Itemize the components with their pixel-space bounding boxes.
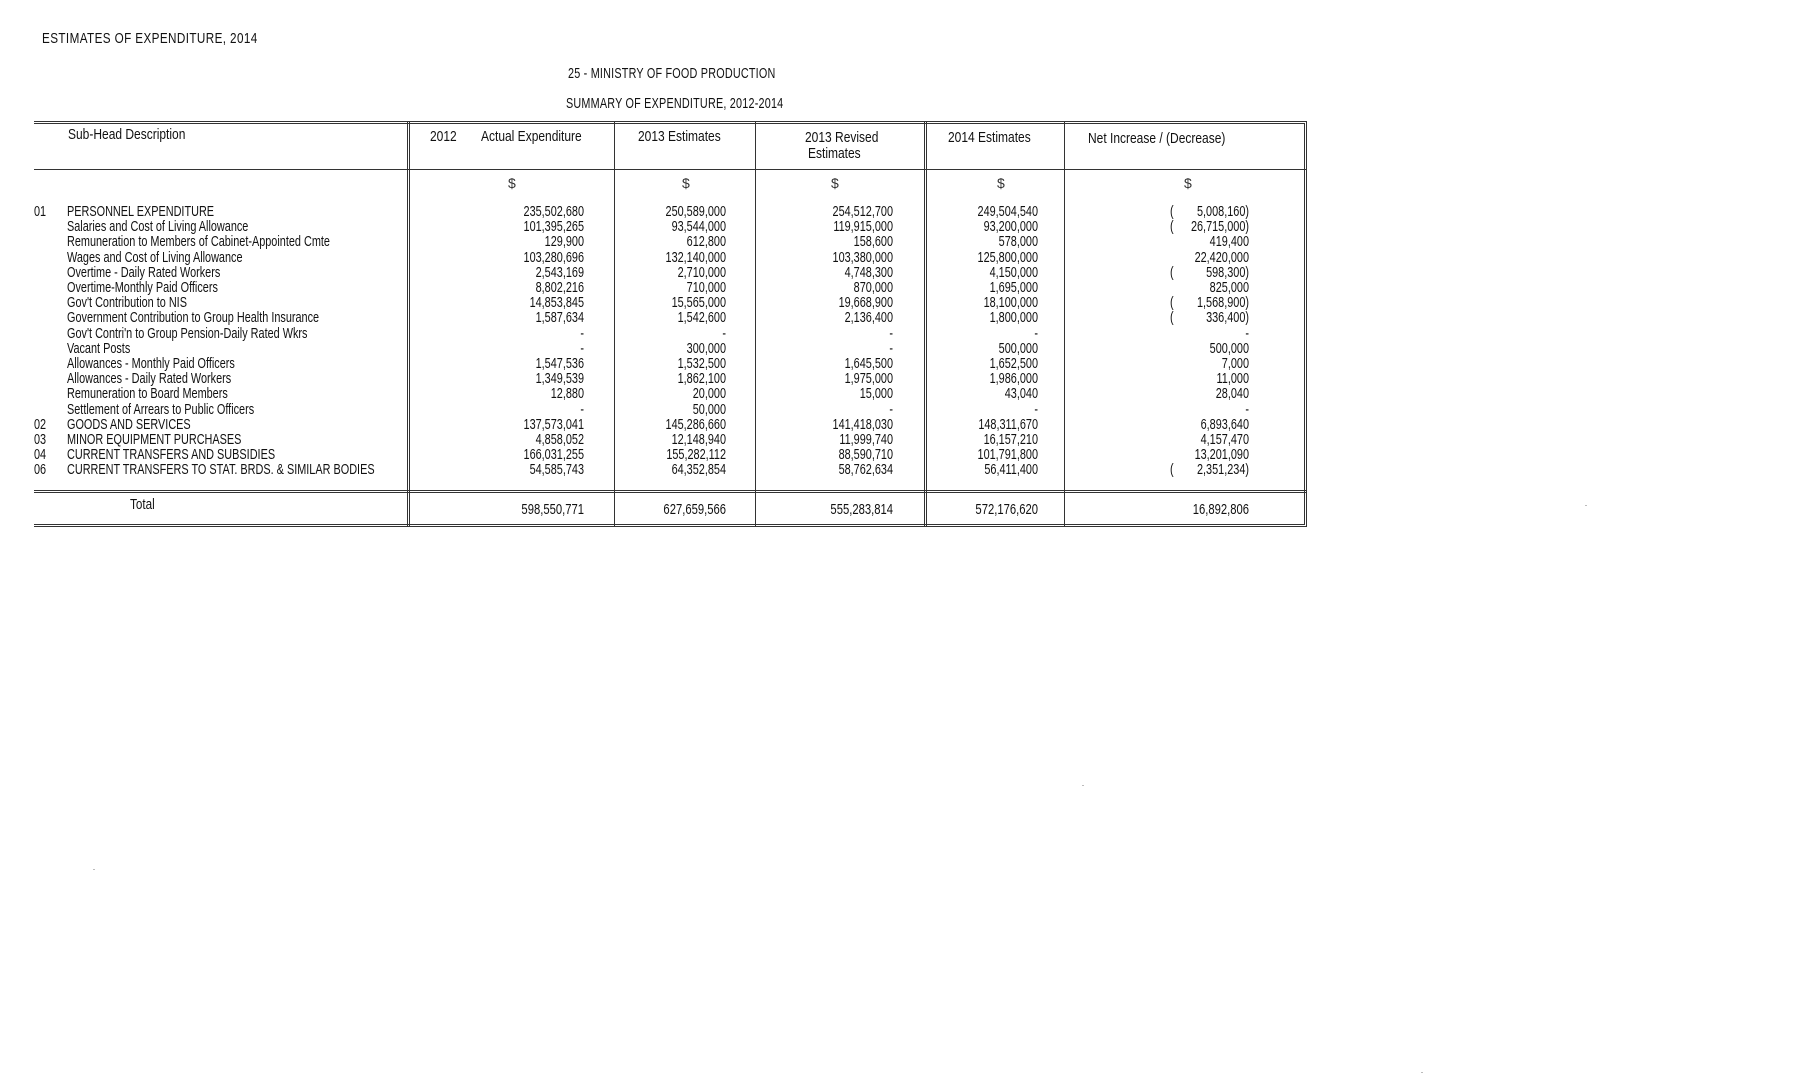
- summary-title: SUMMARY OF EXPENDITURE, 2012-2014: [566, 95, 784, 112]
- currency-label: $: [508, 175, 516, 191]
- table-row: [0, 281, 1795, 296]
- table-row: [0, 235, 1795, 250]
- row-net: 825,000: [1209, 280, 1249, 296]
- row-revised-2013: 15,000: [859, 386, 893, 403]
- table-row: [0, 311, 1795, 326]
- row-actual: -: [580, 401, 584, 418]
- row-actual: 54,585,743: [529, 462, 584, 479]
- row-estimates-2013: 250,589,000: [665, 204, 726, 220]
- row-net: 1,568,900): [1196, 295, 1249, 312]
- document-header: ESTIMATES OF EXPENDITURE, 2014: [42, 30, 258, 47]
- table-row: [0, 220, 1795, 235]
- row-net: 11,000: [1216, 371, 1249, 388]
- row-net: 22,420,000: [1194, 249, 1249, 266]
- negative-paren: (: [1170, 295, 1174, 312]
- row-code: 01: [34, 204, 47, 220]
- negative-paren: (: [1170, 310, 1174, 327]
- row-description: GOODS AND SERVICES: [67, 416, 191, 433]
- currency-label: $: [831, 175, 839, 191]
- column-header-description: Sub-Head Description: [68, 126, 186, 143]
- row-revised-2013: 870,000: [853, 280, 893, 296]
- table-row: [0, 251, 1795, 266]
- row-estimates-2014: 148,311,670: [978, 416, 1038, 433]
- row-estimates-2014: 43,040: [1004, 386, 1038, 403]
- row-revised-2013: 141,418,030: [832, 416, 893, 433]
- row-description: Remuneration to Board Members: [67, 386, 228, 403]
- row-actual: 166,031,255: [523, 447, 584, 464]
- table-row: [0, 296, 1795, 311]
- row-revised-2013: 103,380,000: [832, 249, 893, 266]
- row-net: 4,157,470: [1200, 432, 1249, 448]
- row-description: Gov't Contri'n to Group Pension-Daily Rated Wkrs: [67, 325, 308, 342]
- row-revised-2013: 11,999,740: [839, 432, 893, 448]
- row-description: Allowances - Daily Rated Workers: [67, 371, 232, 388]
- currency-label: $: [997, 175, 1005, 191]
- total-net: 16,892,806: [1192, 501, 1249, 518]
- row-revised-2013: 254,512,700: [832, 204, 893, 220]
- row-description: Gov't Contribution to NIS: [67, 295, 187, 312]
- table-row: [0, 372, 1795, 387]
- row-revised-2013: 1,645,500: [844, 356, 893, 372]
- row-estimates-2014: 1,800,000: [989, 310, 1038, 327]
- row-estimates-2014: -: [1034, 401, 1038, 418]
- row-estimates-2013: 132,140,000: [665, 249, 726, 266]
- row-estimates-2013: 93,544,000: [671, 219, 726, 236]
- column-header-estimates-2013: 2013 Estimates: [638, 128, 721, 145]
- row-estimates-2013: 710,000: [686, 280, 726, 296]
- row-estimates-2013: 20,000: [692, 386, 726, 403]
- row-estimates-2013: 50,000: [692, 401, 726, 418]
- row-estimates-2013: 1,862,100: [677, 371, 726, 388]
- row-estimates-2013: 2,710,000: [677, 264, 726, 281]
- row-actual: 101,395,265: [523, 219, 584, 236]
- row-description: CURRENT TRANSFERS TO STAT. BRDS. & SIMILAR BODIES: [67, 462, 375, 479]
- negative-paren: (: [1170, 462, 1174, 479]
- total-rule: [34, 490, 1307, 493]
- row-description: Salaries and Cost of Living Allowance: [67, 219, 249, 236]
- row-estimates-2014: 18,100,000: [983, 295, 1038, 312]
- row-estimates-2013: -: [722, 325, 726, 342]
- currency-label: $: [1184, 175, 1192, 191]
- row-actual: 129,900: [544, 234, 584, 251]
- currency-label: $: [682, 175, 690, 191]
- row-actual: 4,858,052: [535, 432, 584, 448]
- column-header-net: Net Increase / (Decrease): [1088, 130, 1226, 147]
- row-estimates-2014: 1,695,000: [989, 280, 1038, 296]
- row-estimates-2013: 1,542,600: [677, 310, 726, 327]
- row-description: PERSONNEL EXPENDITURE: [67, 204, 215, 220]
- row-estimates-2013: 300,000: [686, 340, 726, 357]
- row-net: -: [1245, 401, 1249, 418]
- row-net: 5,008,160): [1196, 204, 1249, 220]
- row-revised-2013: 4,748,300: [844, 264, 893, 281]
- row-net: 419,400: [1209, 234, 1249, 251]
- table-row: [0, 403, 1795, 418]
- row-actual: 1,547,536: [535, 356, 584, 372]
- row-actual: 14,853,845: [529, 295, 584, 312]
- total-estimates-2014: 572,176,620: [975, 501, 1038, 518]
- row-net: 336,400): [1206, 310, 1249, 327]
- row-code: 02: [34, 416, 47, 433]
- row-revised-2013: 19,668,900: [838, 295, 893, 312]
- row-estimates-2013: 145,286,660: [665, 416, 726, 433]
- table-row: [0, 387, 1795, 402]
- row-actual: 103,280,696: [523, 249, 584, 266]
- row-actual: 8,802,216: [535, 280, 584, 296]
- row-estimates-2013: 155,282,112: [666, 447, 726, 464]
- negative-paren: (: [1170, 264, 1174, 281]
- row-actual: 1,349,539: [535, 371, 584, 388]
- row-description: Wages and Cost of Living Allowance: [67, 249, 243, 266]
- scan-speck: [1421, 1072, 1423, 1073]
- row-estimates-2014: 4,150,000: [989, 264, 1038, 281]
- total-estimates-2013: 627,659,566: [663, 501, 726, 518]
- row-net: 26,715,000): [1190, 219, 1249, 236]
- row-estimates-2013: 15,565,000: [671, 295, 726, 312]
- negative-paren: (: [1170, 219, 1174, 236]
- column-header-revised-2013-line2: Estimates: [808, 145, 861, 162]
- ministry-title: 25 - MINISTRY OF FOOD PRODUCTION: [568, 65, 776, 82]
- row-net: 7,000: [1221, 356, 1249, 372]
- row-net: 2,351,234): [1196, 462, 1249, 479]
- row-revised-2013: 2,136,400: [844, 310, 893, 327]
- row-description: Vacant Posts: [67, 340, 131, 357]
- row-actual: -: [580, 325, 584, 342]
- row-estimates-2014: 101,791,800: [977, 447, 1038, 464]
- column-header-actual: Actual Expenditure: [481, 128, 582, 145]
- column-header-estimates-2014: 2014 Estimates: [948, 129, 1031, 146]
- row-actual: 1,587,634: [535, 310, 584, 327]
- row-description: Overtime - Daily Rated Workers: [67, 264, 221, 281]
- row-estimates-2013: 12,148,940: [671, 432, 726, 448]
- row-estimates-2013: 1,532,500: [677, 356, 726, 372]
- row-estimates-2014: -: [1034, 325, 1038, 342]
- row-net: 598,300): [1206, 264, 1249, 281]
- negative-paren: (: [1170, 204, 1174, 220]
- scan-speck: [1585, 505, 1587, 506]
- row-revised-2013: -: [889, 325, 893, 342]
- row-estimates-2014: 16,157,210: [983, 432, 1038, 448]
- row-estimates-2014: 249,504,540: [977, 204, 1038, 220]
- table-row: [0, 463, 1795, 478]
- row-revised-2013: 88,590,710: [838, 447, 893, 464]
- row-estimates-2014: 500,000: [998, 340, 1038, 357]
- row-code: 03: [34, 432, 47, 448]
- row-estimates-2013: 612,800: [686, 234, 726, 251]
- table-row: [0, 205, 1795, 220]
- row-actual: 12,880: [550, 386, 584, 403]
- row-description: Overtime-Monthly Paid Officers: [67, 280, 218, 296]
- total-actual: 598,550,771: [521, 501, 584, 518]
- row-description: CURRENT TRANSFERS AND SUBSIDIES: [67, 447, 276, 464]
- row-net: 500,000: [1209, 340, 1249, 357]
- scan-speck: [1082, 785, 1084, 786]
- row-actual: -: [580, 340, 584, 357]
- table-row: [0, 433, 1795, 448]
- total-revised-2013: 555,283,814: [830, 501, 893, 518]
- column-header-revised-2013: 2013 Revised: [805, 129, 879, 146]
- header-rule: [34, 169, 1307, 170]
- row-estimates-2014: 578,000: [998, 234, 1038, 251]
- row-estimates-2014: 1,652,500: [989, 356, 1038, 372]
- row-actual: 137,573,041: [523, 416, 584, 433]
- row-description: MINOR EQUIPMENT PURCHASES: [67, 432, 242, 448]
- table-row: [0, 266, 1795, 281]
- row-revised-2013: -: [889, 340, 893, 357]
- row-description: Remuneration to Members of Cabinet-Appointed Cmte: [67, 234, 330, 251]
- row-revised-2013: -: [889, 401, 893, 418]
- total-label: Total: [130, 496, 155, 513]
- row-estimates-2014: 125,800,000: [977, 249, 1038, 266]
- row-estimates-2013: 64,352,854: [671, 462, 726, 479]
- row-description: Government Contribution to Group Health Insurance: [67, 310, 320, 327]
- row-revised-2013: 58,762,634: [838, 462, 893, 479]
- table-row: [0, 327, 1795, 342]
- row-actual: 235,502,680: [523, 204, 584, 220]
- column-header-actual-year: 2012: [430, 128, 457, 145]
- row-actual: 2,543,169: [535, 264, 584, 281]
- row-net: -: [1245, 325, 1249, 342]
- row-revised-2013: 158,600: [853, 234, 893, 251]
- row-net: 13,201,090: [1194, 447, 1249, 464]
- row-net: 6,893,640: [1200, 416, 1249, 433]
- row-revised-2013: 1,975,000: [844, 371, 893, 388]
- row-description: Settlement of Arrears to Public Officers: [67, 401, 255, 418]
- row-estimates-2014: 56,411,400: [984, 462, 1038, 479]
- scan-speck: [93, 869, 95, 870]
- table-row: [0, 342, 1795, 357]
- row-code: 06: [34, 462, 47, 479]
- table-row: [0, 448, 1795, 463]
- row-estimates-2014: 93,200,000: [983, 219, 1038, 236]
- row-net: 28,040: [1215, 386, 1249, 403]
- table-row: [0, 418, 1795, 433]
- table-row: [0, 357, 1795, 372]
- row-description: Allowances - Monthly Paid Officers: [67, 356, 235, 372]
- row-revised-2013: 119,915,000: [833, 219, 893, 236]
- row-estimates-2014: 1,986,000: [989, 371, 1038, 388]
- row-code: 04: [34, 447, 47, 464]
